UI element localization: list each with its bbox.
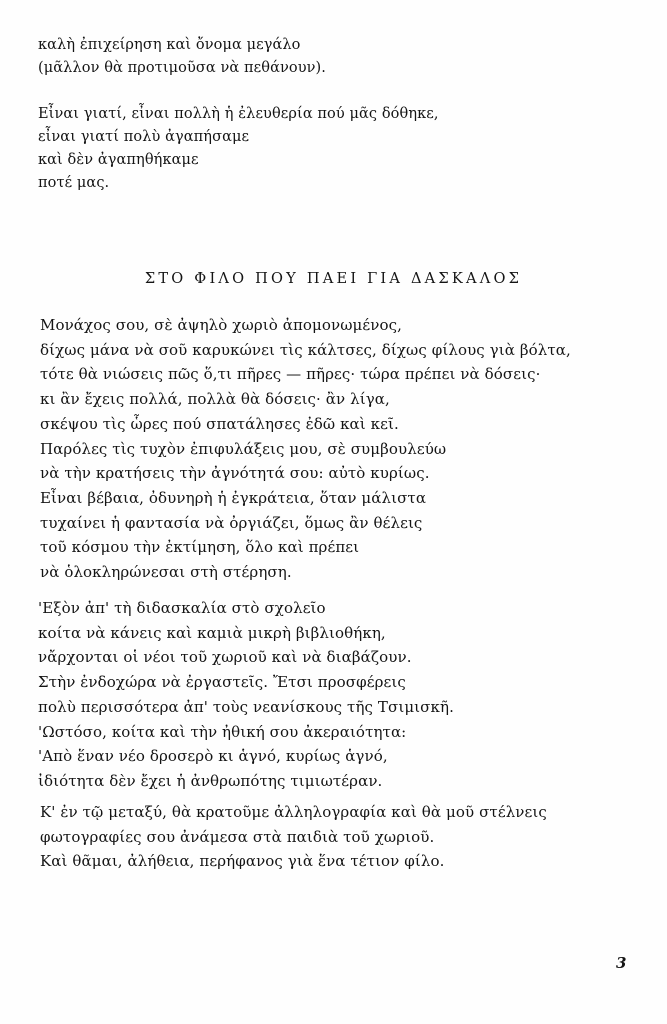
- poem-line: κοίτα νὰ κάνεις καὶ καμιὰ μικρὴ βιβλιοθήκη,: [38, 623, 386, 642]
- poem-line: Κ' ἐν τῷ μεταξύ, θὰ κρατοῦμε ἀλληλογραφία καὶ θὰ μοῦ στέλνεις: [40, 803, 547, 821]
- poem-line: νἄρχονται οἱ νέοι τοῦ χωριοῦ καὶ νὰ διαβάζουν.: [38, 648, 412, 667]
- poem-title: ΣΤΟ ΦΙΛΟ ΠΟΥ ΠΑΕΙ ΓΙΑ ΔΑΣΚΑΛΟΣ: [144, 270, 523, 287]
- poem-line: 'Ωστόσο, κοίτα καὶ τὴν ἠθική σου ἀκεραιότητα:: [38, 722, 407, 741]
- poem-line: Παρόλες τὶς τυχὸν ἐπιφυλάξεις μου, σὲ συμβουλεύω: [40, 439, 447, 458]
- poem-line: νὰ ὁλοκληρώνεσαι στὴ στέρηση.: [40, 563, 292, 582]
- poem-line: σκέψου τὶς ὧρες πού σπατάλησες ἐδῶ καὶ κεῖ.: [40, 414, 399, 433]
- poem-line: (μᾶλλον θὰ προτιμοῦσα νὰ πεθάνουν).: [38, 60, 327, 76]
- poem-line: νὰ τὴν κρατήσεις τὴν ἀγνότητά σου: αὐτὸ κυρίως.: [40, 464, 430, 483]
- poem-line: Καὶ θᾶμαι, ἀλήθεια, περήφανος γιὰ ἕνα τέτιον φίλο.: [40, 852, 445, 871]
- page-number: 3: [616, 954, 627, 972]
- poem-line: Εἶναι γιατί, εἶναι πολλὴ ἡ ἐλευθερία πού μᾶς δόθηκε,: [38, 106, 439, 122]
- poem-line: 'Εξὸν ἀπ' τὴ διδασκαλία στὸ σχολεῖο: [38, 599, 326, 617]
- poem-line: Μονάχος σου, σὲ ἀψηλὸ χωριὸ ἀπομονωμένος,: [40, 316, 402, 334]
- poem-line: τότε θὰ νιώσεις πῶς ὅ,τι πῆρες — πῆρες· τώρα πρέπει νὰ δόσεις·: [40, 365, 541, 384]
- poem-line: Εἶναι βέβαια, ὀδυνηρὴ ἡ ἐγκράτεια, ὅταν μάλιστα: [40, 488, 427, 507]
- stanza-continuation-1: [38, 34, 326, 80]
- poem-line: φωτογραφίες σου ἀνάμεσα στὰ παιδιὰ τοῦ χωριοῦ.: [40, 827, 435, 846]
- poem-line: δίχως μάνα νὰ σοῦ καρυκώνει τὶς κάλτσες, δίχως φίλους γιὰ βόλτα,: [40, 340, 571, 359]
- poem-line: καὶ δὲν ἀγαπηθήκαμε: [38, 152, 199, 168]
- poem-line: κι ἂν ἔχεις πολλά, πολλὰ θὰ δόσεις· ἂν λίγα,: [40, 390, 390, 409]
- poem-line: Στὴν ἐνδοχώρα νὰ ἐργαστεῖς. Ἔτσι προσφέρεις: [38, 673, 406, 692]
- poem-line: καλὴ ἐπιχείρηση καὶ ὄνομα μεγάλο: [38, 37, 301, 53]
- poem-line: εἶναι γιατί πολὺ ἀγαπήσαμε: [38, 129, 250, 145]
- stanza-3: [40, 800, 547, 874]
- stanza-2: [38, 596, 454, 794]
- poem-line: ἰδιότητα δὲν ἔχει ἡ ἀνθρωπότης τιμιωτέραν.: [38, 771, 383, 790]
- poem-line: πολὺ περισσότερα ἀπ' τοὺς νεανίσκους τῆς Τσιμισκῆ.: [38, 697, 454, 716]
- stanza-1: [40, 313, 571, 585]
- poem-line: τοῦ κόσμου τὴν ἐκτίμηση, ὅλο καὶ πρέπει: [40, 538, 360, 557]
- poem-line: τυχαίνει ἡ φαντασία νὰ ὀργιάζει, ὅμως ἂν θέλεις: [40, 513, 423, 532]
- stanza-continuation-2: [38, 103, 439, 195]
- poem-line: ποτέ μας.: [38, 175, 110, 191]
- poem-line: 'Απὸ ἕναν νέο δροσερὸ κι ἁγνό, κυρίως ἁγνό,: [38, 747, 388, 766]
